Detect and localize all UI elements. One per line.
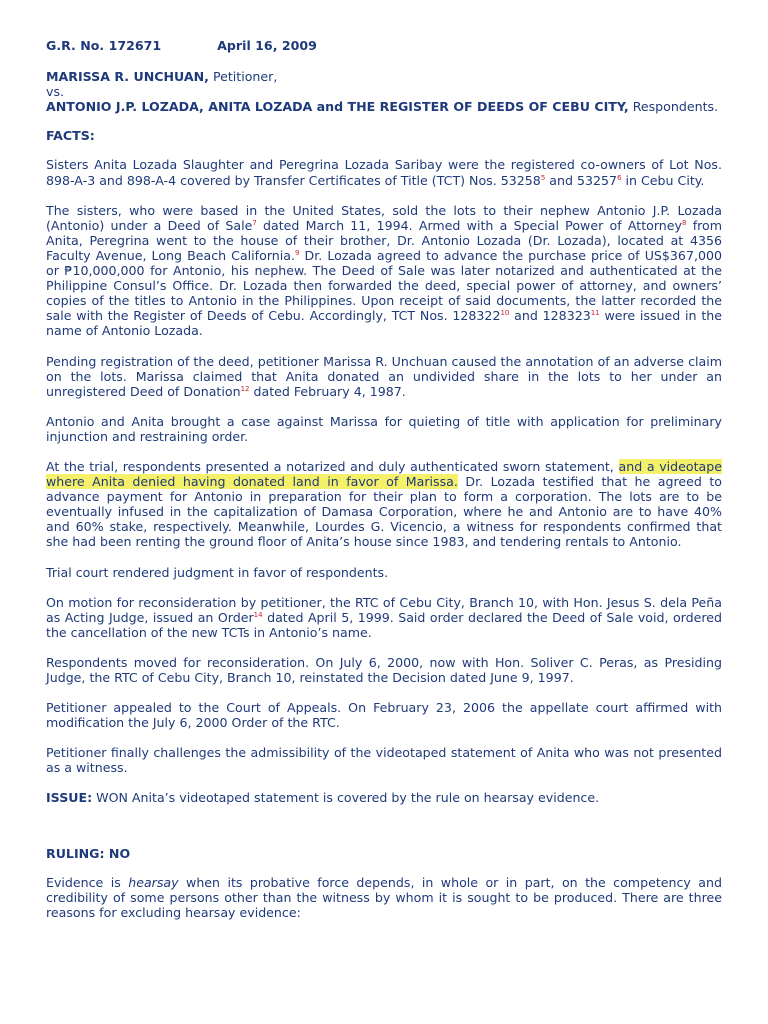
issue-paragraph xyxy=(46,790,722,805)
emphasis-hearsay: hearsay xyxy=(128,874,179,890)
footnote-ref: 5 xyxy=(540,173,546,182)
versus: vs. xyxy=(46,84,65,100)
respondents-role: Respondents. xyxy=(628,99,719,115)
footnote-ref: 14 xyxy=(253,610,263,619)
facts-paragraph-9: Petitioner appealed to the Court of Appeals. On February 23, 2006 the appellate court affirmed with modification the July 6, 2000 Order of the RTC. xyxy=(46,700,722,731)
case-header xyxy=(46,38,722,53)
facts-paragraph-5: At the trial, respondents presented a notarized and duly authenticated sworn statement, and a videotape where Anita denied having donated land in favor of Marissa. Dr. Lozada testified that he agreed to advance payment for Antonio in preparation for their plan to form a corporation. The lots are to be eventually infused in the capitalization of Damasa Corporation, where he and Antonio are to have 40% and 60% stake, respectively. Meanwhile, Lourdes G. Vicencio, a witness for respondents confirmed that she had been renting the ground floor of Anita’s house since 1983, and tendering rentals to Antonio. xyxy=(46,458,723,550)
footnote-ref: 10 xyxy=(500,309,510,318)
footnote-ref: 7 xyxy=(252,218,257,227)
facts-paragraph-1: Sisters Anita Lozada Slaughter and Peregrina Lozada Saribay were the registered co-owners of Lot Nos. 898-A-3 and 898-A-4 covered by Transfer Certificates of Title (TCT) Nos. 53258$^5$ and 53257$^6$ in Cebu City. xyxy=(46,157,722,188)
facts-paragraph-6: Trial court rendered judgment in favor of respondents. xyxy=(46,564,389,580)
facts-paragraph-10: Petitioner finally challenges the admissibility of the videotaped statement of Anita who was not presented as a witness. xyxy=(46,745,722,776)
highlighted-text: and a videotape where Anita denied having donated land in favor of Marissa. xyxy=(46,458,723,490)
petitioner-name: MARISSA R. UNCHUAN, xyxy=(46,69,209,85)
issue-text: WON Anita’s videotaped statement is covered by the rule on hearsay evidence. xyxy=(92,790,600,806)
facts-paragraph-3: Pending registration of the deed, petitioner Marissa R. Unchuan caused the annotation of an adverse claim on the lots. Marissa claimed that Anita donated an undivided share in the lots to her under an unregistered Deed of Donation$^{12}$ dated February 4, 1987. xyxy=(46,353,722,399)
facts-paragraph-4: Antonio and Anita brought a case against Marissa for quieting of title with application for preliminary injunction and restraining order. xyxy=(46,413,722,444)
petitioner-role: Petitioner, xyxy=(208,69,278,85)
footnote-ref: 6 xyxy=(617,173,622,182)
gr-number: G.R. No. 172671 xyxy=(46,38,162,53)
decision-date: April 16, 2009 xyxy=(217,38,317,53)
respondents-line xyxy=(46,99,722,114)
ruling-paragraph: Evidence is hearsay when its probative force depends, in whole or in part, on the competency and credibility of some persons other than the witness by whom it is sought to be produced. There are three reasons for excluding hearsay evidence: xyxy=(46,874,722,920)
respondents-name: ANTONIO J.P. LOZADA, ANITA LOZADA and THE REGISTER OF DEEDS OF CEBU CITY, xyxy=(46,99,629,115)
facts-paragraph-7: On motion for reconsideration by petitioner, the RTC of Cebu City, Branch 10, with Hon. Jesus S. dela Peña as Acting Judge, issued an Order$^{14}$ dated April 5, 1999. Said order declared the Deed of Sale void, ordered the cancellation of the new TCTs in Antonio’s name. xyxy=(46,594,722,640)
issue-label: ISSUE: xyxy=(46,790,93,806)
footnote-ref: 9 xyxy=(294,248,300,257)
footnote-ref: 8 xyxy=(681,218,687,227)
footnote-ref: 11 xyxy=(590,309,600,318)
case-parties xyxy=(46,69,722,114)
petitioner-line xyxy=(46,69,722,84)
footnote-ref: 12 xyxy=(240,384,250,393)
facts-paragraph-8: Respondents moved for reconsideration. On July 6, 2000, now with Hon. Soliver C. Peras, as Presiding Judge, the RTC of Cebu City, Branch 10, reinstated the Decision dated June 9, 1997. xyxy=(46,654,722,685)
facts-heading: FACTS: xyxy=(46,128,95,144)
ruling-heading: RULING: NO xyxy=(46,845,131,861)
facts-paragraph-2: The sisters, who were based in the United States, sold the lots to their nephew Antonio J.P. Lozada (Antonio) under a Deed of Sale$^7$ dated March 11, 1994. Armed with a Special Power of Attorney$^8$ from Anita, Peregrina went to the house of their brother, Dr. Antonio Lozada (Dr. Lozada), located at 4356 Faculty Avenue, Long Beach California.$^9$ Dr. Lozada agreed to advance the purchase price of US$367,000 or ₱10,000,000 for Antonio, his nephew. The Deed of Sale was later notarized and authenticated at the Philippine Consul’s Office. Dr. Lozada then forwarded the deed, special power of attorney, and owners’ copies of the titles to Antonio in the Philippines. Upon receipt of said documents, the latter recorded the sale with the Register of Deeds of Cebu. Accordingly, TCT Nos. 128322$^{10}$ and 128323$^{11}$ were issued in the name of Antonio Lozada. xyxy=(46,202,722,339)
